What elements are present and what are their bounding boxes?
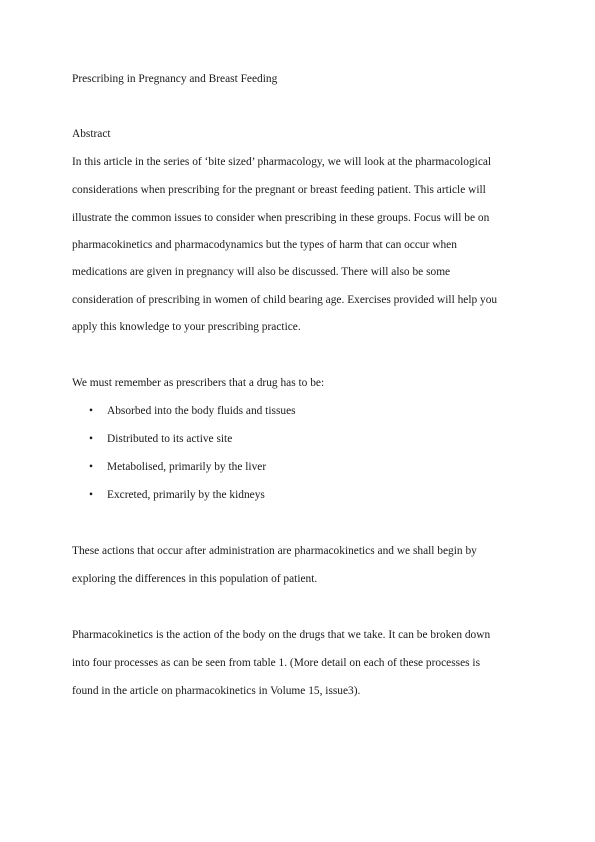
list-item — [89, 460, 266, 474]
paragraph-line: Pharmacokinetics is the action of the body on the drugs that we take. It can be broken down — [72, 629, 491, 641]
list-item-text: Metabolised, primarily by the liver — [107, 461, 267, 473]
intro-line: We must remember as prescribers that a drug has to be: — [72, 377, 325, 389]
abstract-line: considerations when prescribing for the pregnant or breast feeding patient. This article will — [72, 184, 486, 196]
abstract-line: apply this knowledge to your prescribing practice. — [72, 321, 301, 333]
paragraph-line: into four processes as can be seen from table 1. (More detail on each of these processes is — [72, 657, 481, 669]
bullet-icon: • — [89, 433, 93, 445]
abstract-line: medications are given in pregnancy will also be discussed. There will also be some — [72, 266, 451, 278]
list-item-text: Distributed to its active site — [107, 433, 233, 445]
list-item — [89, 404, 296, 418]
paragraph-line: exploring the differences in this population of patient. — [72, 573, 318, 585]
paragraph-line: found in the article on pharmacokinetics in Volume 15, issue3). — [72, 685, 361, 697]
paragraph-line: These actions that occur after administration are pharmacokinetics and we shall begin by — [72, 545, 477, 557]
list-item — [89, 432, 232, 446]
abstract-line: consideration of prescribing in women of child bearing age. Exercises provided will help you — [72, 294, 498, 306]
bullet-icon: • — [89, 405, 93, 417]
abstract-line: pharmacokinetics and pharmacodynamics but the types of harm that can occur when — [72, 239, 457, 251]
abstract-line: In this article in the series of ‘bite sized’ pharmacology, we will look at the pharmacological — [72, 156, 492, 168]
bullet-icon: • — [89, 461, 93, 473]
document-title: Prescribing in Pregnancy and Breast Feeding — [72, 73, 278, 85]
abstract-heading: Abstract — [72, 128, 111, 140]
list-item-text: Excreted, primarily by the kidneys — [107, 489, 265, 501]
bullet-icon: • — [89, 489, 93, 501]
list-item-text: Absorbed into the body fluids and tissues — [107, 405, 296, 417]
abstract-line: illustrate the common issues to consider when prescribing in these groups. Focus will be on — [72, 212, 490, 224]
list-item — [89, 488, 265, 502]
